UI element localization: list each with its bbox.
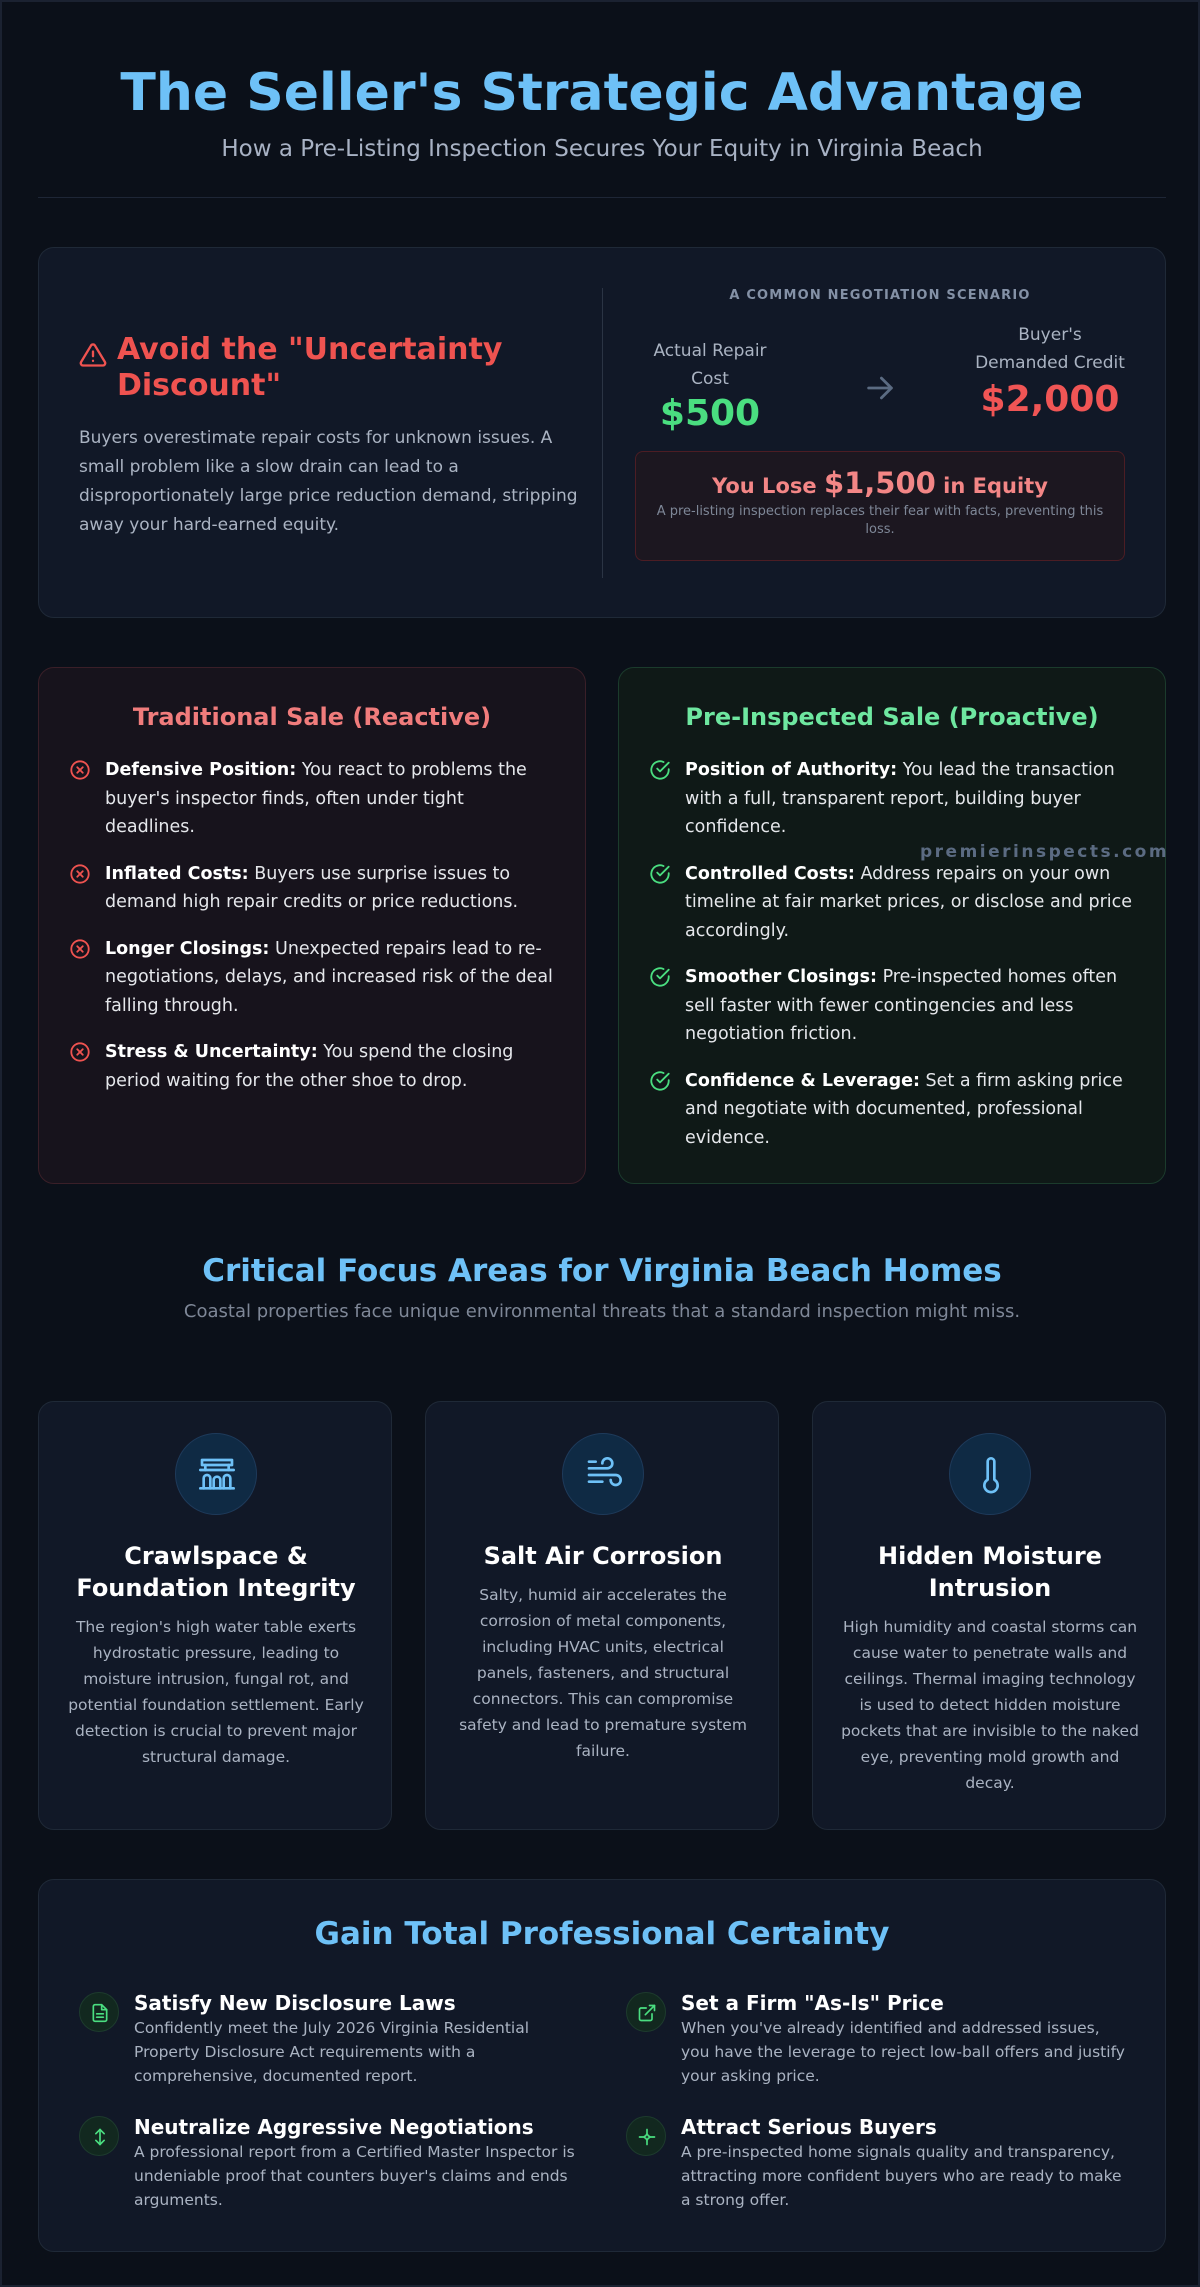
benefit-body: Confidently meet the July 2026 Virginia Residential Property Disclosure Act requirements with a comprehensive, documented report. — [134, 2019, 530, 2085]
benefit-title: Neutralize Aggressive Negotiations — [134, 2115, 534, 2139]
check-circle-icon — [649, 863, 671, 885]
item-text: You lead the transaction with a full, transparent report, building buyer confidence. — [685, 760, 1115, 837]
item-text: Address repairs on your own timeline at fair market prices, or disclose and price accordingly. — [685, 863, 1133, 941]
list-item — [69, 756, 559, 842]
loss-note: A pre-listing inspection replaces their fear with facts, preventing this loss. — [656, 504, 1104, 537]
focus-icon-badge — [175, 1433, 257, 1515]
focus-icon-badge — [949, 1433, 1031, 1515]
list-item — [649, 756, 1139, 842]
list-item — [649, 963, 1139, 1049]
check-circle-icon — [649, 966, 671, 988]
check-circle-icon — [649, 1070, 671, 1092]
certainty-title: Gain Total Professional Certainty — [314, 1916, 890, 1952]
demanded-credit-block — [975, 321, 1125, 421]
item-text: Pre-inspected homes often sell faster with fewer contingencies and less negotiation friction. — [685, 967, 1118, 1044]
uncertainty-heading: Avoid the "Uncertainty Discount" — [117, 332, 503, 403]
equity-loss-headline — [636, 468, 1124, 501]
sparkle-icon — [637, 2127, 657, 2147]
item-text: You spend the closing period waiting for the other shoe to drop. — [105, 1042, 514, 1091]
focus-card-moisture — [812, 1401, 1166, 1830]
item-label: Smoother Closings: — [685, 967, 877, 987]
focus-card-salt-air — [425, 1401, 779, 1830]
benefit-icon-badge — [626, 2116, 666, 2156]
pre-inspected-sale-card — [618, 667, 1166, 1184]
item-label: Longer Closings: — [105, 938, 270, 959]
scenario-label: A COMMON NEGOTIATION SCENARIO — [729, 288, 1031, 303]
benefit-item — [79, 1990, 579, 2088]
house-foundation-icon — [197, 1455, 237, 1495]
benefit-title: Satisfy New Disclosure Laws — [134, 1991, 456, 2015]
traditional-sale-title: Traditional Sale (Reactive) — [132, 703, 492, 731]
list-item — [69, 860, 559, 917]
item-label: Position of Authority: — [685, 760, 898, 780]
uncertainty-body: Buyers overestimate repair costs for unknown issues. A small problem like a slow drain can lead to a disproportionately large price reduction demand, stripping away your hard-earned equity. — [79, 428, 578, 535]
benefit-item — [79, 2114, 579, 2212]
focus-card-title: Crawlspace & Foundation Integrity — [76, 1542, 356, 1602]
pre-inspected-sale-title: Pre-Inspected Sale (Proactive) — [685, 703, 1099, 731]
benefit-body: When you've already identified and addressed issues, you have the leverage to reject low-ball offers and justify your asking price. — [681, 2019, 1125, 2085]
list-item — [649, 1067, 1139, 1153]
arrow-right-icon — [863, 371, 897, 405]
thermometer-icon — [971, 1455, 1011, 1495]
benefit-icon-badge — [79, 2116, 119, 2156]
benefit-icon-badge — [626, 1992, 666, 2032]
focus-areas-title: Critical Focus Areas for Virginia Beach Homes — [202, 1253, 1002, 1289]
actual-cost-label: Actual Repair Cost — [653, 341, 767, 389]
item-text: Buyers use surprise issues to demand high repair credits or price reductions. — [105, 863, 519, 912]
list-item — [69, 1038, 559, 1095]
benefit-item — [626, 2114, 1126, 2212]
focus-card-body: The region's high water table exerts hydrostatic pressure, leading to moisture intrusion, fungal rot, and potential foundation settlement. Early detection is crucial to prevent major structural damage. — [68, 1618, 364, 1766]
wind-icon — [584, 1455, 624, 1495]
page-subtitle: How a Pre-Listing Inspection Secures Your Equity in Virginia Beach — [221, 136, 983, 162]
loss-amount: $1,500 — [823, 466, 936, 500]
demanded-credit-label: Buyer's Demanded Credit — [975, 325, 1125, 373]
loss-prefix: You Lose — [712, 474, 817, 498]
benefit-item — [626, 1990, 1126, 2088]
watermark: premierinspects.com — [920, 842, 1170, 862]
focus-card-crawlspace — [38, 1401, 392, 1830]
document-icon — [90, 2003, 110, 2023]
pre-inspected-sale-list — [649, 756, 1139, 1170]
item-text: Unexpected repairs lead to re-negotiations, delays, and increased risk of the deal falling through. — [105, 938, 553, 1016]
focus-card-title: Salt Air Corrosion — [483, 1542, 723, 1570]
page-header — [38, 62, 1166, 164]
actual-cost-block — [635, 337, 785, 435]
benefit-title: Set a Firm "As-Is" Price — [681, 1991, 944, 2015]
benefit-body: A professional report from a Certified Master Inspector is undeniable proof that counters buyer's claims and ends arguments. — [134, 2143, 575, 2209]
focus-areas-header — [38, 1252, 1166, 1324]
focus-card-body: High humidity and coastal storms can cause water to penetrate walls and ceilings. Thermal imaging technology is used to detect hidden moisture pockets that are invisible to the naked eye, preventing mold growth and decay. — [841, 1618, 1139, 1792]
x-circle-icon — [69, 938, 91, 960]
item-label: Inflated Costs: — [105, 863, 249, 884]
vertical-arrows-icon — [90, 2127, 110, 2147]
section-divider — [602, 288, 603, 578]
negotiation-scenario — [635, 288, 1125, 561]
demanded-credit-value: $2,000 — [980, 379, 1120, 420]
loss-suffix: in Equity — [943, 474, 1048, 498]
equity-loss-box — [635, 451, 1125, 561]
traditional-sale-list — [69, 756, 559, 1113]
item-text: Set a firm asking price and negotiate with documented, professional evidence. — [685, 1070, 1123, 1148]
item-text: You react to problems the buyer's inspector finds, often under tight deadlines. — [105, 760, 527, 837]
focus-card-title: Hidden Moisture Intrusion — [878, 1542, 1102, 1602]
actual-cost-value: $500 — [659, 393, 761, 434]
focus-card-body: Salty, humid air accelerates the corrosion of metal components, including HVAC units, electrical panels, fasteners, and structural connectors. This can compromise safety and lead to premature system failure. — [459, 1586, 747, 1760]
uncertainty-discount-card — [38, 247, 1166, 618]
uncertainty-intro — [79, 332, 579, 540]
page-title: The Seller's Strategic Advantage — [120, 63, 1084, 123]
item-label: Controlled Costs: — [685, 863, 855, 884]
benefit-icon-badge — [79, 1992, 119, 2032]
benefit-body: A pre-inspected home signals quality and transparency, attracting more confident buyers who are ready to make a strong offer. — [681, 2143, 1122, 2209]
x-circle-icon — [69, 863, 91, 885]
item-label: Stress & Uncertainty: — [105, 1042, 318, 1062]
item-label: Defensive Position: — [105, 760, 297, 780]
item-label: Confidence & Leverage: — [685, 1070, 920, 1091]
x-circle-icon — [69, 759, 91, 781]
benefit-title: Attract Serious Buyers — [681, 2115, 937, 2139]
focus-areas-subtitle: Coastal properties face unique environmental threats that a standard inspection might miss. — [183, 1301, 1021, 1322]
traditional-sale-card — [38, 667, 586, 1184]
header-divider — [38, 197, 1166, 198]
external-link-icon — [637, 2003, 657, 2023]
certainty-card — [38, 1879, 1166, 2252]
x-circle-icon — [69, 1041, 91, 1063]
list-item — [69, 935, 559, 1021]
list-item — [649, 860, 1139, 946]
warning-triangle-icon — [79, 341, 107, 369]
check-circle-icon — [649, 759, 671, 781]
focus-icon-badge — [562, 1433, 644, 1515]
